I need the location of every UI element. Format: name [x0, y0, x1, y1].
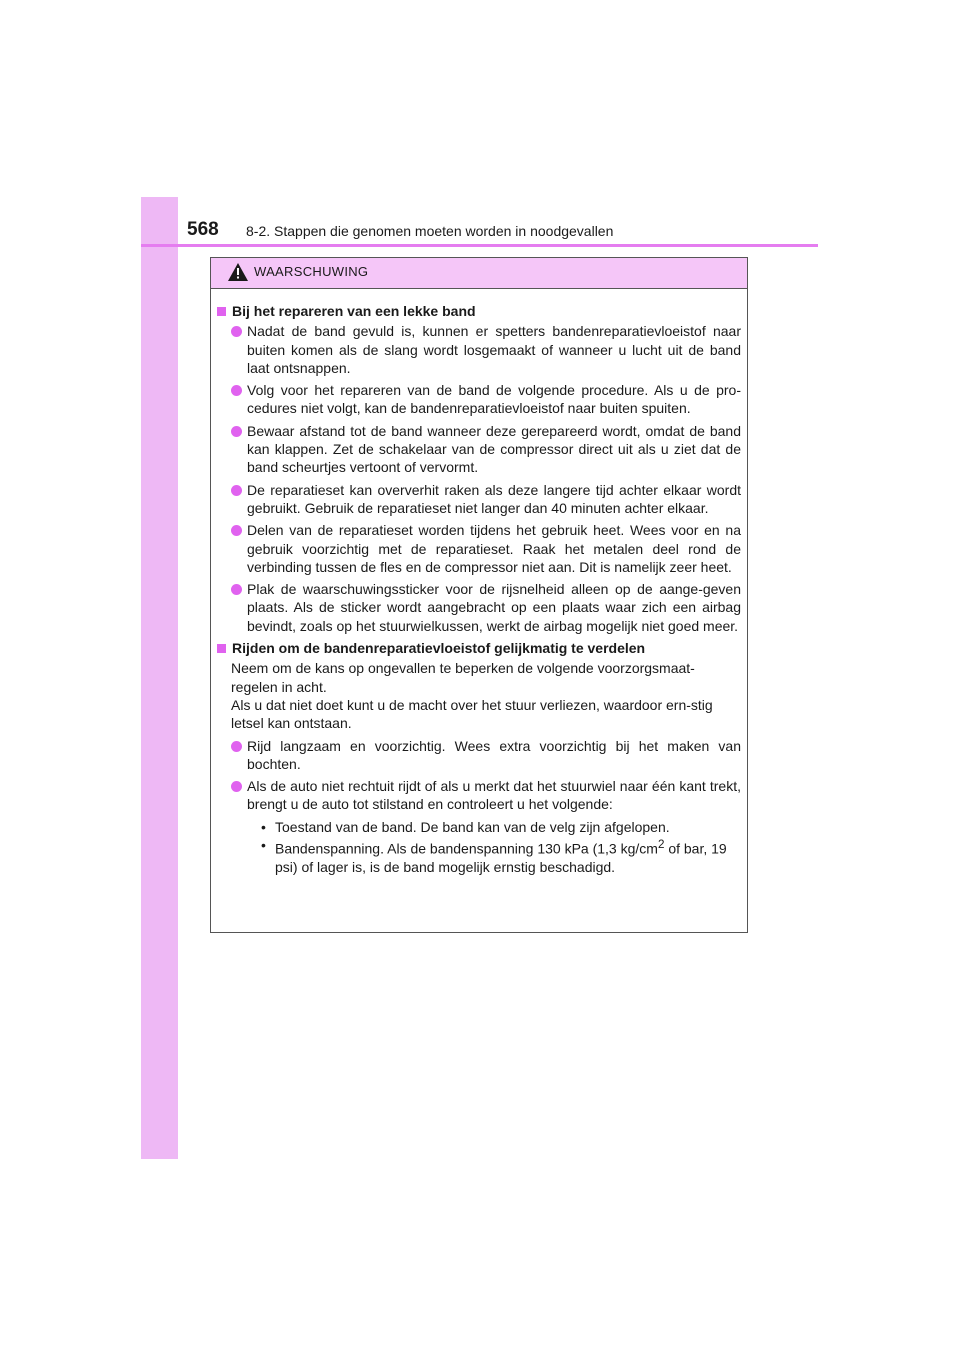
circle-bullet-icon [231, 426, 242, 437]
circle-bullet-icon [231, 525, 242, 536]
page-number: 568 [187, 219, 219, 240]
list-item: Bewaar afstand tot de band wanneer deze gerepareerd wordt, omdat de band kan klappen. Zet de schakelaar van de compressor direct uit als u ziet dat de band scheurtjes vertoont of vervormt. [231, 422, 741, 477]
circle-bullet-icon [231, 741, 242, 752]
list-item: Plak de waarschuwingssticker voor de rijsnelheid alleen op de aange-geven plaats. Als de sticker wordt aangebracht op een plaats waar zich een airbag bevindt, zoals op het stuurwielkussen, werkt de airbag mogelijk niet goed meer. [231, 580, 741, 635]
circle-bullet-icon [231, 485, 242, 496]
warning-triangle-icon [228, 263, 248, 281]
circle-bullet-icon [231, 385, 242, 396]
list-item: Als de auto niet rechtuit rijdt of als u merkt dat het stuurwiel naar één kant trekt, brengt u de auto tot stilstand en controleert u het volgende: [231, 777, 741, 814]
section-title: 8-2. Stappen die genomen moeten worden in noodgevallen [246, 223, 614, 239]
section-heading: Rijden om de bandenreparatievloeistof gelijkmatig te verdelen [217, 639, 741, 657]
warning-header [211, 258, 747, 289]
sub-list-item: • Toestand van de band. De band kan van de velg zijn afgelopen. [261, 818, 670, 835]
warning-body [211, 289, 747, 876]
circle-bullet-icon [231, 781, 242, 792]
list-item: Volg voor het repareren van de band de volgende procedure. Als u de pro-cedures niet volgt, kan de bandenreparatievloeistof naar buiten spuiten. [231, 381, 741, 418]
square-bullet-icon [217, 644, 226, 653]
list-item: Delen van de reparatieset worden tijdens het gebruik heet. Wees voor en na gebruik voorzichtig met de reparatieset. Raak het metalen deel rond de verbinding tussen de fles en de compressor niet aan. Dit is namelijk zeer heet. [231, 521, 741, 576]
list-item: Rijd langzaam en voorzichtig. Wees extra voorzichtig bij het maken van bochten. [231, 737, 741, 774]
circle-bullet-icon [231, 584, 242, 595]
list-item: De reparatieset kan oververhit raken als deze langere tijd achter elkaar wordt gebruikt. Gebruik de reparatieset niet langer dan 40 minuten achter elkaar. [231, 481, 741, 518]
chapter-side-tab [141, 197, 178, 1159]
square-bullet-icon [217, 307, 226, 316]
circle-bullet-icon [231, 326, 242, 337]
section-heading: Bij het repareren van een lekke band [217, 302, 741, 320]
sub-list-item: • Bandenspanning. Als de bandenspanning 130 kPa (1,3 $kg/cm^2$ of bar, 19 psi) of lager is, is de band mogelijk ernstig beschadigd. [261, 837, 727, 875]
small-bullet-icon: • [261, 837, 266, 854]
list-item: Nadat de band gevuld is, kunnen er spetters bandenreparatievloeistof naar buiten komen als de slang wordt losgemaakt of wanneer u lucht uit de band laat ontsnappen. [231, 322, 741, 377]
warning-box [210, 257, 748, 933]
warning-title: WAARSCHUWING [254, 264, 369, 279]
small-bullet-icon: • [261, 818, 266, 835]
header-rule [141, 244, 818, 247]
paragraph: Neem om de kans op ongevallen te beperken de volgende voorzorgsmaat-regelen in acht. Als u dat niet doet kunt u de macht over het stuur verliezen, waardoor ern-stig letsel kan ontstaan. [231, 660, 713, 732]
